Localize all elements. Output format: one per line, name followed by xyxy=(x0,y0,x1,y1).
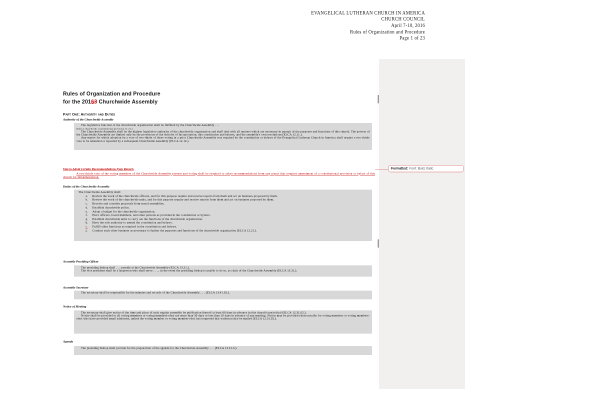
secretary-quote-block xyxy=(74,291,372,300)
title-inserted-text: 6 xyxy=(91,98,95,105)
vote-section-body: A two-thirds vote of the voting members of the Churchwide Assembly present and voting shall be required to adopt recommendations from any report that requires amendment of a constitutional provision or bylaw of this church for implementation. xyxy=(62,171,375,179)
duties-quote-block xyxy=(74,190,372,241)
presiding-p1: The presiding bishop shall . . . preside at the Churchwide Assembly (ELCA 13.21.). xyxy=(80,265,190,269)
item-text: Fulfill other functions as required in the constitution and bylaws. xyxy=(92,224,177,229)
item-marker-inserted: i. xyxy=(85,224,88,229)
secretary-heading: Assembly Secretary xyxy=(62,286,89,290)
agenda-heading: Agenda xyxy=(62,340,74,344)
title-deleted-text: 3 xyxy=(94,98,98,105)
item-text: Conduct such other business as necessary to further the purposes and functions of the churchwide organization (ELCA 12.21.). xyxy=(92,228,257,232)
item-text: Review the work of the churchwide officers, and for this purpose require and receive reports from them and act on business proposed by them. xyxy=(92,194,278,198)
part-one-heading: Part One: Authority and Duties xyxy=(62,112,116,117)
notice-p1: The secretary shall give notice of the time and place of each regular assembly by publication thereof at least 60 days in advance in this church's periodical (ELCA 12.31.02.). xyxy=(80,310,307,314)
item-text: Adopt a budget for the churchwide organization. xyxy=(92,209,156,213)
item-text: Have the sole authority to amend the constitution and bylaws. xyxy=(92,220,173,225)
tracked-change-balloon[interactable] xyxy=(388,165,464,172)
authority-heading: Authority of the Churchwide Assembly xyxy=(62,118,114,122)
balloon-label: Formatted: xyxy=(390,166,409,171)
item-marker: c. xyxy=(85,201,88,206)
authority-quote-block xyxy=(74,123,372,150)
vote-section-heading: Vote to Adopt Certain Recommendations from Reports xyxy=(62,167,134,171)
change-bar xyxy=(378,95,379,103)
item-marker: g. xyxy=(85,217,89,221)
item-marker: a. xyxy=(85,194,88,198)
agenda-quote-block xyxy=(74,346,372,355)
inserted-vote-section xyxy=(63,168,375,179)
header-line-date: April 7-10, 2016 xyxy=(391,23,425,29)
title-line-2 xyxy=(63,98,160,106)
item-text: Establish churchwide units to carry out the functions of the churchwide organization. xyxy=(92,217,203,221)
title-line-1: Rules of Organization and Procedure xyxy=(62,90,161,97)
authority-p1: The legislative function of the churchwide organization shall be fulfilled by the Churchwide Assembly . . . xyxy=(80,123,220,127)
authority-p2: The Churchwide Assembly shall be the highest legislative authority of the churchwide organization and shall deal with all matters which are necessary in pursuit of the purposes and functions of this church. The powers of the Churchwide Assembly are limited only by the provisions of the Articles of Incorporation, this constitution and bylaws, and the assembly's own resolutions (ELCA 12.11.). xyxy=(76,129,370,137)
page-header xyxy=(311,10,425,42)
change-bar xyxy=(378,239,379,247)
agenda-p1: The presiding bishop shall provide for the preparation of the agenda for the Churchwide Assembly . . . (ELCA 13.21.b.). xyxy=(80,346,238,350)
notice-heading: Notice of Meeting xyxy=(62,305,87,309)
notice-quote-block xyxy=(74,310,372,333)
presiding-officer-heading: Assembly Presiding Officer xyxy=(62,260,99,264)
title-line2-suffix: Churchwide Assembly xyxy=(97,98,158,105)
item-marker: j. xyxy=(85,228,88,232)
duties-intro: The Churchwide Assembly shall: xyxy=(78,190,122,194)
item-text: Review the work of the churchwide units, and for this purpose require and receive reports from them and act on business proposed by them. xyxy=(92,197,275,202)
authority-citation: (ELCA churchwide constitutional provision 11.31.) xyxy=(76,126,133,130)
presiding-p2: The vice president shall be a layperson who shall serve . . . , in the event the presiding bishop is unable to do so, as chair of the Churchwide Assembly (ELCA 13.31.). xyxy=(80,268,298,273)
duties-heading: Duties of the Churchwide Assembly xyxy=(62,185,110,189)
header-line-org: EVANGELICAL LUTHERAN CHURCH IN AMERICA xyxy=(311,10,425,16)
authority-p3: Any matter for which adoption by a vote of two-thirds of those voting in a prior Churchwide Assembly was required by the constitution or bylaws of the Evangelical Lutheran Church in America shall require a two-thirds vote to be amended or repealed by a subsequent Churchwide Assembly (ELCA 12.12.). xyxy=(76,135,370,143)
item-marker: e. xyxy=(85,209,88,213)
item-marker: b. xyxy=(85,197,89,202)
item-text: Receive and consider proposals from synod assemblies. xyxy=(92,201,165,206)
item-text: Establish churchwide policy. xyxy=(92,205,130,209)
secretary-p1: The secretary shall be responsible for the minutes and records of the Churchwide Assembly . . . (ELCA 13.41.02.). xyxy=(80,290,230,295)
document-title xyxy=(63,90,160,106)
title-line2-prefix: for the 201 xyxy=(62,98,92,105)
balloon-text: Font: Bold, Italic xyxy=(408,166,434,171)
presiding-quote-block xyxy=(74,265,372,276)
balloon-connector-line xyxy=(375,169,388,170)
header-line-page-number: Page 1 of 23 xyxy=(399,35,425,41)
item-marker: d. xyxy=(85,205,89,209)
header-line-council: CHURCH COUNCIL xyxy=(381,16,425,22)
notice-p2: Notice shall be provided to all voting members or voting members-elect not more than 30 days or less than 10 days in advance of any meeting. Notice may be provided electronically for voting members or voting members-elect who have provided email addresses, unless the voting member or voting member-elect has requested that written notice be mailed (ELCA 12.31.02.). xyxy=(76,313,370,321)
item-text: Elect officers, board members, and other persons as provided in the constitution or bylaws. xyxy=(92,213,211,217)
item-marker: h. xyxy=(85,220,89,225)
item-marker: f. xyxy=(85,213,88,217)
markup-area xyxy=(379,59,465,389)
list-item xyxy=(76,229,369,233)
header-line-doc: Rules of Organization and Procedure xyxy=(350,29,425,35)
